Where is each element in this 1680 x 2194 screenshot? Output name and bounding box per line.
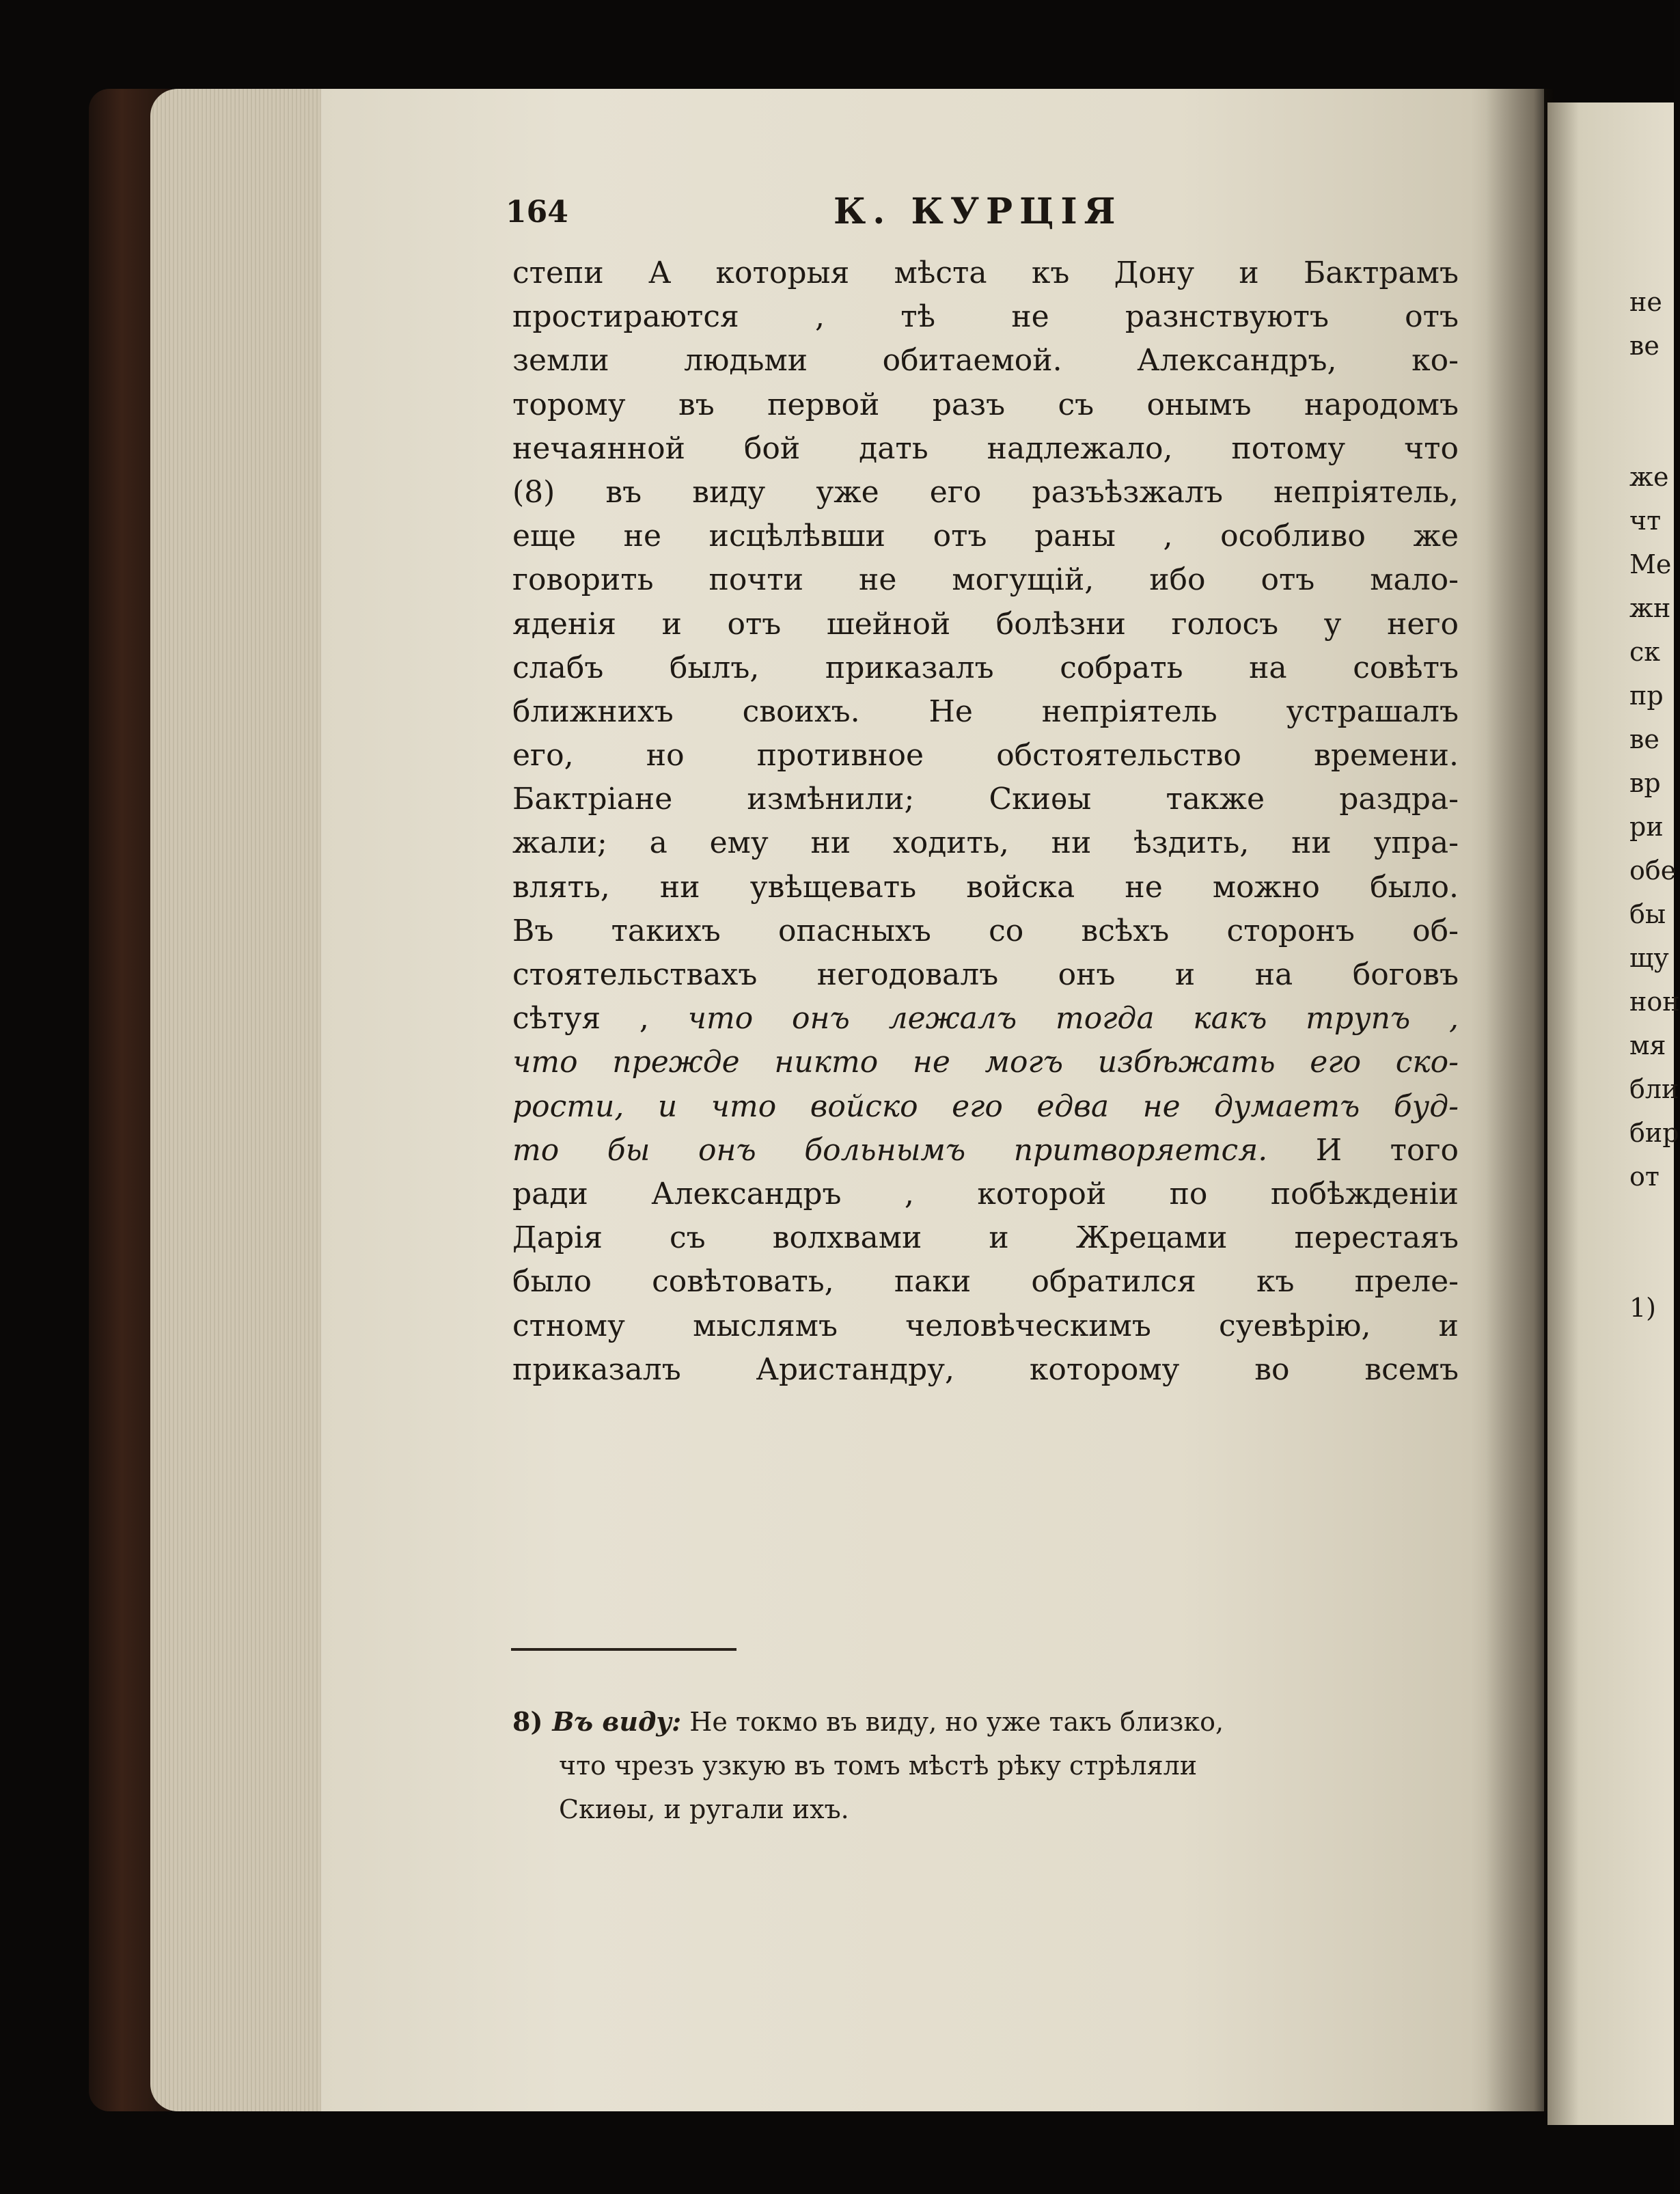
right-page-text-fragments xyxy=(1629,287,1680,1336)
footnote xyxy=(512,1700,1459,1831)
body-line: нечаянной бой дать надлежало, потому что xyxy=(512,430,1459,466)
right-fragment xyxy=(1629,1205,1674,1249)
right-fragment: чт xyxy=(1629,506,1662,536)
body-line: говорить почти не могущій, ибо отъ мало- xyxy=(512,562,1459,598)
body-line: ближнихъ своихъ. Не непріятель устрашалъ xyxy=(512,694,1459,729)
body-line: торому въ первой разъ съ онымъ народомъ xyxy=(512,387,1459,422)
body-line: простираются , тѣ не разнствуютъ отъ xyxy=(512,299,1459,335)
right-fragment: вр xyxy=(1629,768,1661,798)
right-fragment: жн xyxy=(1629,593,1671,623)
right-fragment: бли xyxy=(1629,1074,1679,1104)
body-line: жали; а ему ни ходить, ни ѣздить, ни упра- xyxy=(512,825,1459,861)
body-line-italic: рости, и что войско его едва не думаетъ буд- xyxy=(512,1088,1459,1124)
right-fragment: обе xyxy=(1629,855,1677,886)
right-fragment: 1) xyxy=(1629,1293,1657,1323)
body-line-italic: что прежде никто не могъ избѣжать его ско- xyxy=(512,1045,1459,1080)
right-fragment: же xyxy=(1629,462,1669,492)
body-line: (8) въ виду уже его разъѣзжалъ непріятель, xyxy=(512,474,1459,510)
footnote-text: Не токмо въ виду, но уже такъ близко, xyxy=(681,1707,1224,1737)
body-line-italic-part: то бы онъ больнымъ притворяется. xyxy=(512,1132,1268,1168)
right-fragment xyxy=(1629,1249,1674,1293)
page-header xyxy=(506,191,1462,243)
body-line: стоятельствахъ негодовалъ онъ и на боговъ xyxy=(512,957,1459,992)
body-line: Дарія съ волхвами и Жрецами перестаяъ xyxy=(512,1220,1459,1256)
body-line: яденія и отъ шейной болѣзни голосъ у него xyxy=(512,606,1459,642)
body-line: его, но противное обстоятельство времени. xyxy=(512,738,1459,773)
body-text xyxy=(512,251,1459,1392)
right-fragment xyxy=(1629,374,1674,418)
right-fragment: не xyxy=(1629,287,1662,317)
body-line: ради Александръ , которой по побѣжденіи xyxy=(512,1176,1459,1211)
body-line-mixed xyxy=(512,1129,1459,1173)
body-line: влять, ни увѣщевать войска не можно было. xyxy=(512,869,1459,905)
footnote-marker: 8) xyxy=(512,1706,543,1737)
body-line-roman-part: И того xyxy=(1267,1132,1459,1168)
footnote-line: Скиѳы, и ругали ихъ. xyxy=(559,1794,849,1824)
right-fragment xyxy=(1629,418,1674,462)
body-line: стному мыслямъ человѣческимъ суевѣрію, и xyxy=(512,1308,1459,1343)
body-line: слабъ былъ, приказалъ собрать на совѣтъ xyxy=(512,650,1459,685)
running-head: К. КУРЦІЯ xyxy=(834,191,1123,232)
body-line-roman-part: сѣтуя , xyxy=(512,1001,688,1037)
footnote-term: Въ виду: xyxy=(552,1706,682,1737)
right-fragment: от xyxy=(1629,1162,1660,1192)
body-line-mixed xyxy=(512,997,1459,1041)
footnote-line: что чрезъ узкую въ томъ мѣстѣ рѣку стрѣляли xyxy=(559,1751,1198,1781)
right-fragment: нон xyxy=(1629,987,1680,1017)
right-fragment: щу xyxy=(1629,943,1669,973)
body-line: Въ такихъ опасныхъ со всѣхъ сторонъ об- xyxy=(512,913,1459,948)
body-line: степи А которыя мѣста къ Дону и Бактрамъ xyxy=(512,256,1459,290)
body-line: было совѣтовать, паки обратился къ преле- xyxy=(512,1264,1459,1300)
right-fragment: ве xyxy=(1629,331,1660,361)
body-line: земли людьми обитаемой. Александръ, ко- xyxy=(512,343,1459,379)
right-fragment: ск xyxy=(1629,637,1661,667)
right-fragment: ри xyxy=(1629,812,1664,842)
right-fragment: пр xyxy=(1629,681,1664,711)
right-fragment: Ме xyxy=(1629,549,1672,579)
gutter-shadow xyxy=(1486,89,1554,2111)
right-fragment: бы xyxy=(1629,899,1666,929)
right-fragment: мя xyxy=(1629,1030,1666,1060)
body-line-italic-part: что онъ лежалъ тогда какъ трупъ , xyxy=(687,1001,1459,1037)
right-fragment: ве xyxy=(1629,724,1660,754)
body-line: еще не исцѣлѣвши отъ раны , особливо же xyxy=(512,519,1459,554)
page-number: 164 xyxy=(506,195,568,230)
footnote-rule xyxy=(511,1648,736,1651)
right-fragment: бир xyxy=(1629,1118,1679,1148)
body-line: Бактріане измѣнили; Скиѳы также раздра- xyxy=(512,782,1459,817)
footnote-line xyxy=(512,1700,1459,1744)
body-line: приказалъ Аристандру, которому во всемъ xyxy=(512,1352,1459,1387)
